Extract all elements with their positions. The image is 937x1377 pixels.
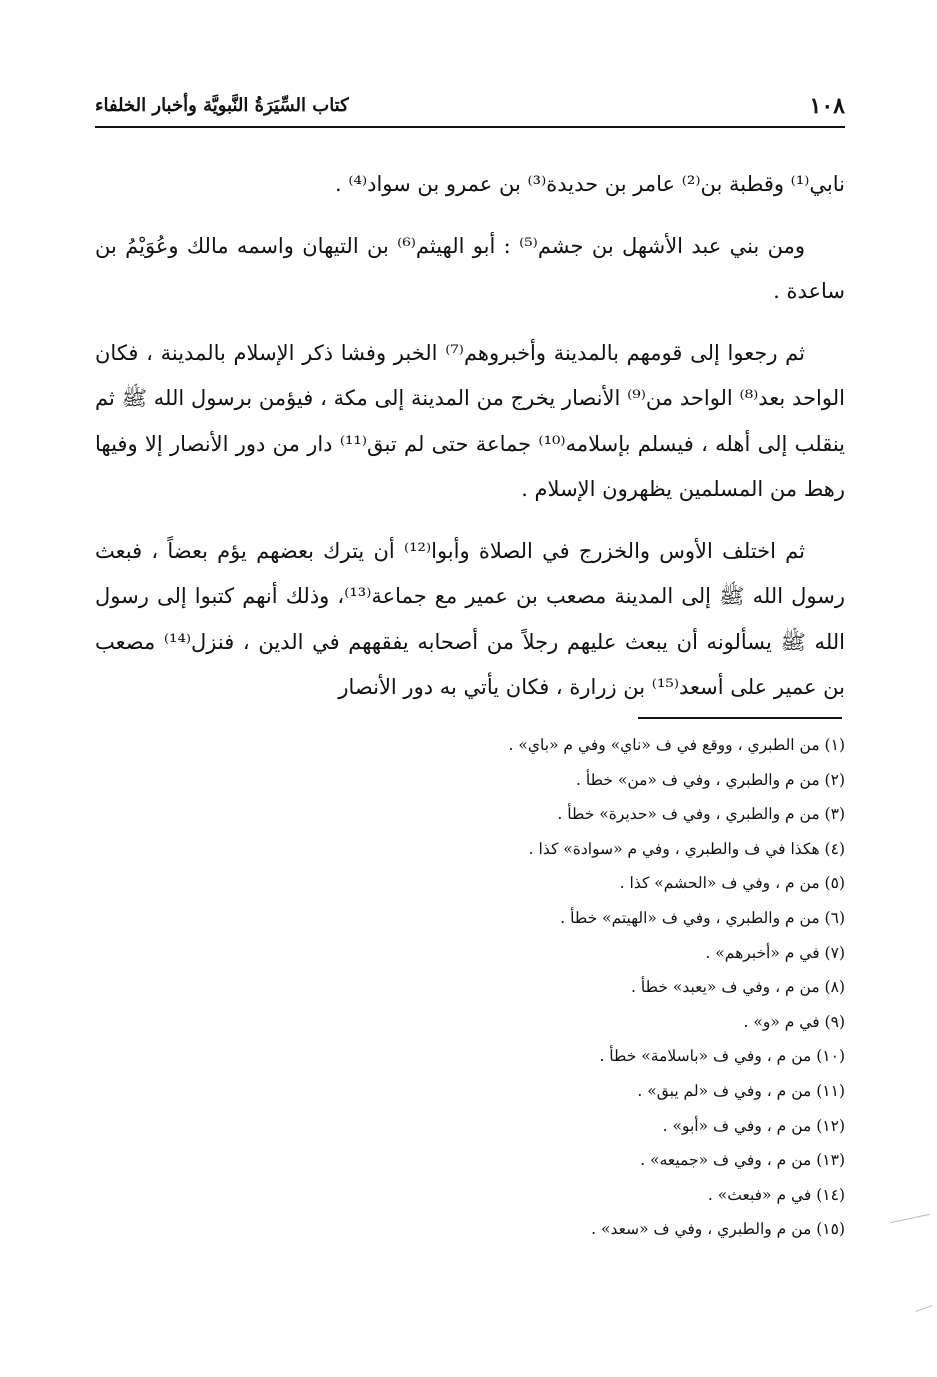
footnote: (٨) من م ، وفي ف «يعبد» خطأ . bbox=[631, 978, 845, 997]
footnote: (١٠) من م ، وفي ف «باسلامة» خطأ . bbox=[599, 1047, 845, 1066]
footnotes bbox=[95, 728, 845, 1247]
running-header bbox=[95, 88, 845, 124]
footnote: (١٤) في م «فبعث» . bbox=[707, 1185, 845, 1204]
footnote-rule bbox=[638, 717, 842, 719]
footnote: (١٣) من م ، وفي ف «جميعه» . bbox=[640, 1151, 845, 1170]
book-title: كتاب السِّيَرَةُ النَّبويَّة وأخبار الخلفاء bbox=[95, 95, 349, 116]
page-number: ١٠٨ bbox=[809, 93, 845, 119]
scan-artifact bbox=[915, 1305, 932, 1312]
main-text bbox=[95, 162, 845, 727]
footnote: (٤) هكذا في ف والطبري ، وفي م «سوادة» كذا . bbox=[528, 839, 845, 858]
paragraph: ثم رجعوا إلى قومهم بالمدينة وأخبروهم⁽⁷⁾ الخبر وفشا ذكر الإسلام بالمدينة ، فكان الواحد بعد⁽⁸⁾ الواحد من⁽⁹⁾ الأنصار يخرج من المدينة إلى مكة ، فيؤمن برسول الله ﷺ ثم ينقلب إلى أهله ، فيسلم بإسلامه⁽¹⁰⁾ جماعة حتى لم تبق⁽¹¹⁾ دار من دور الأنصار إلا وفيها رهط من المسلمين يظهرون الإسلام . bbox=[95, 340, 846, 501]
paragraph: ومن بني عبد الأشهل بن جشم⁽⁵⁾ : أبو الهيثم⁽⁶⁾ بن التيهان واسمه مالك وعُوَيْمُ بن ساعدة . bbox=[95, 233, 845, 303]
footnote: (١٢) من م ، وفي ف «أبو» . bbox=[662, 1116, 845, 1135]
footnote: (٧) في م «أخبرهم» . bbox=[705, 943, 845, 962]
footnote: (٥) من م ، وفي ف «الحشم» كذا . bbox=[619, 874, 845, 893]
footnote: (١١) من م ، وفي ف «لم يبق» . bbox=[637, 1081, 845, 1100]
paragraph: ثم اختلف الأوس والخزرج في الصلاة وأبوا⁽¹²⁾ أن يترك بعضهم يؤم بعضاً ، فبعث رسول الله ﷺ إلى المدينة مصعب بن عمير مع جماعة⁽¹³⁾، وذلك أنهم كتبوا إلى رسول الله ﷺ يسألونه أن يبعث عليهم رجلاً من أصحابه يفقههم في الدين ، فنزل⁽¹⁴⁾ مصعب بن عمير على أسعد⁽¹⁵⁾ بن زرارة ، فكان يأتي به دور الأنصار bbox=[95, 538, 846, 699]
footnote: (٢) من م والطبري ، وفي ف «من» خطأ . bbox=[576, 770, 845, 789]
paragraph: نابي⁽¹⁾ وقطبة بن⁽²⁾ عامر بن حديدة⁽³⁾ بن عمرو بن سواد⁽⁴⁾ . bbox=[335, 172, 845, 196]
footnote: (٩) في م «و» . bbox=[743, 1012, 845, 1031]
scan-artifact bbox=[890, 1214, 929, 1223]
footnote: (٣) من م والطبري ، وفي ف «حديرة» خطأ . bbox=[557, 805, 845, 824]
header-rule bbox=[95, 126, 845, 128]
footnote: (١) من الطبري ، ووقع في ف «ناي» وفي م «باي» . bbox=[508, 736, 845, 754]
footnote: (٦) من م والطبري ، وفي ف «الهيتم» خطأ . bbox=[560, 908, 845, 927]
footnote: (١٥) من م والطبري ، وفي ف «سعد» . bbox=[591, 1220, 845, 1239]
